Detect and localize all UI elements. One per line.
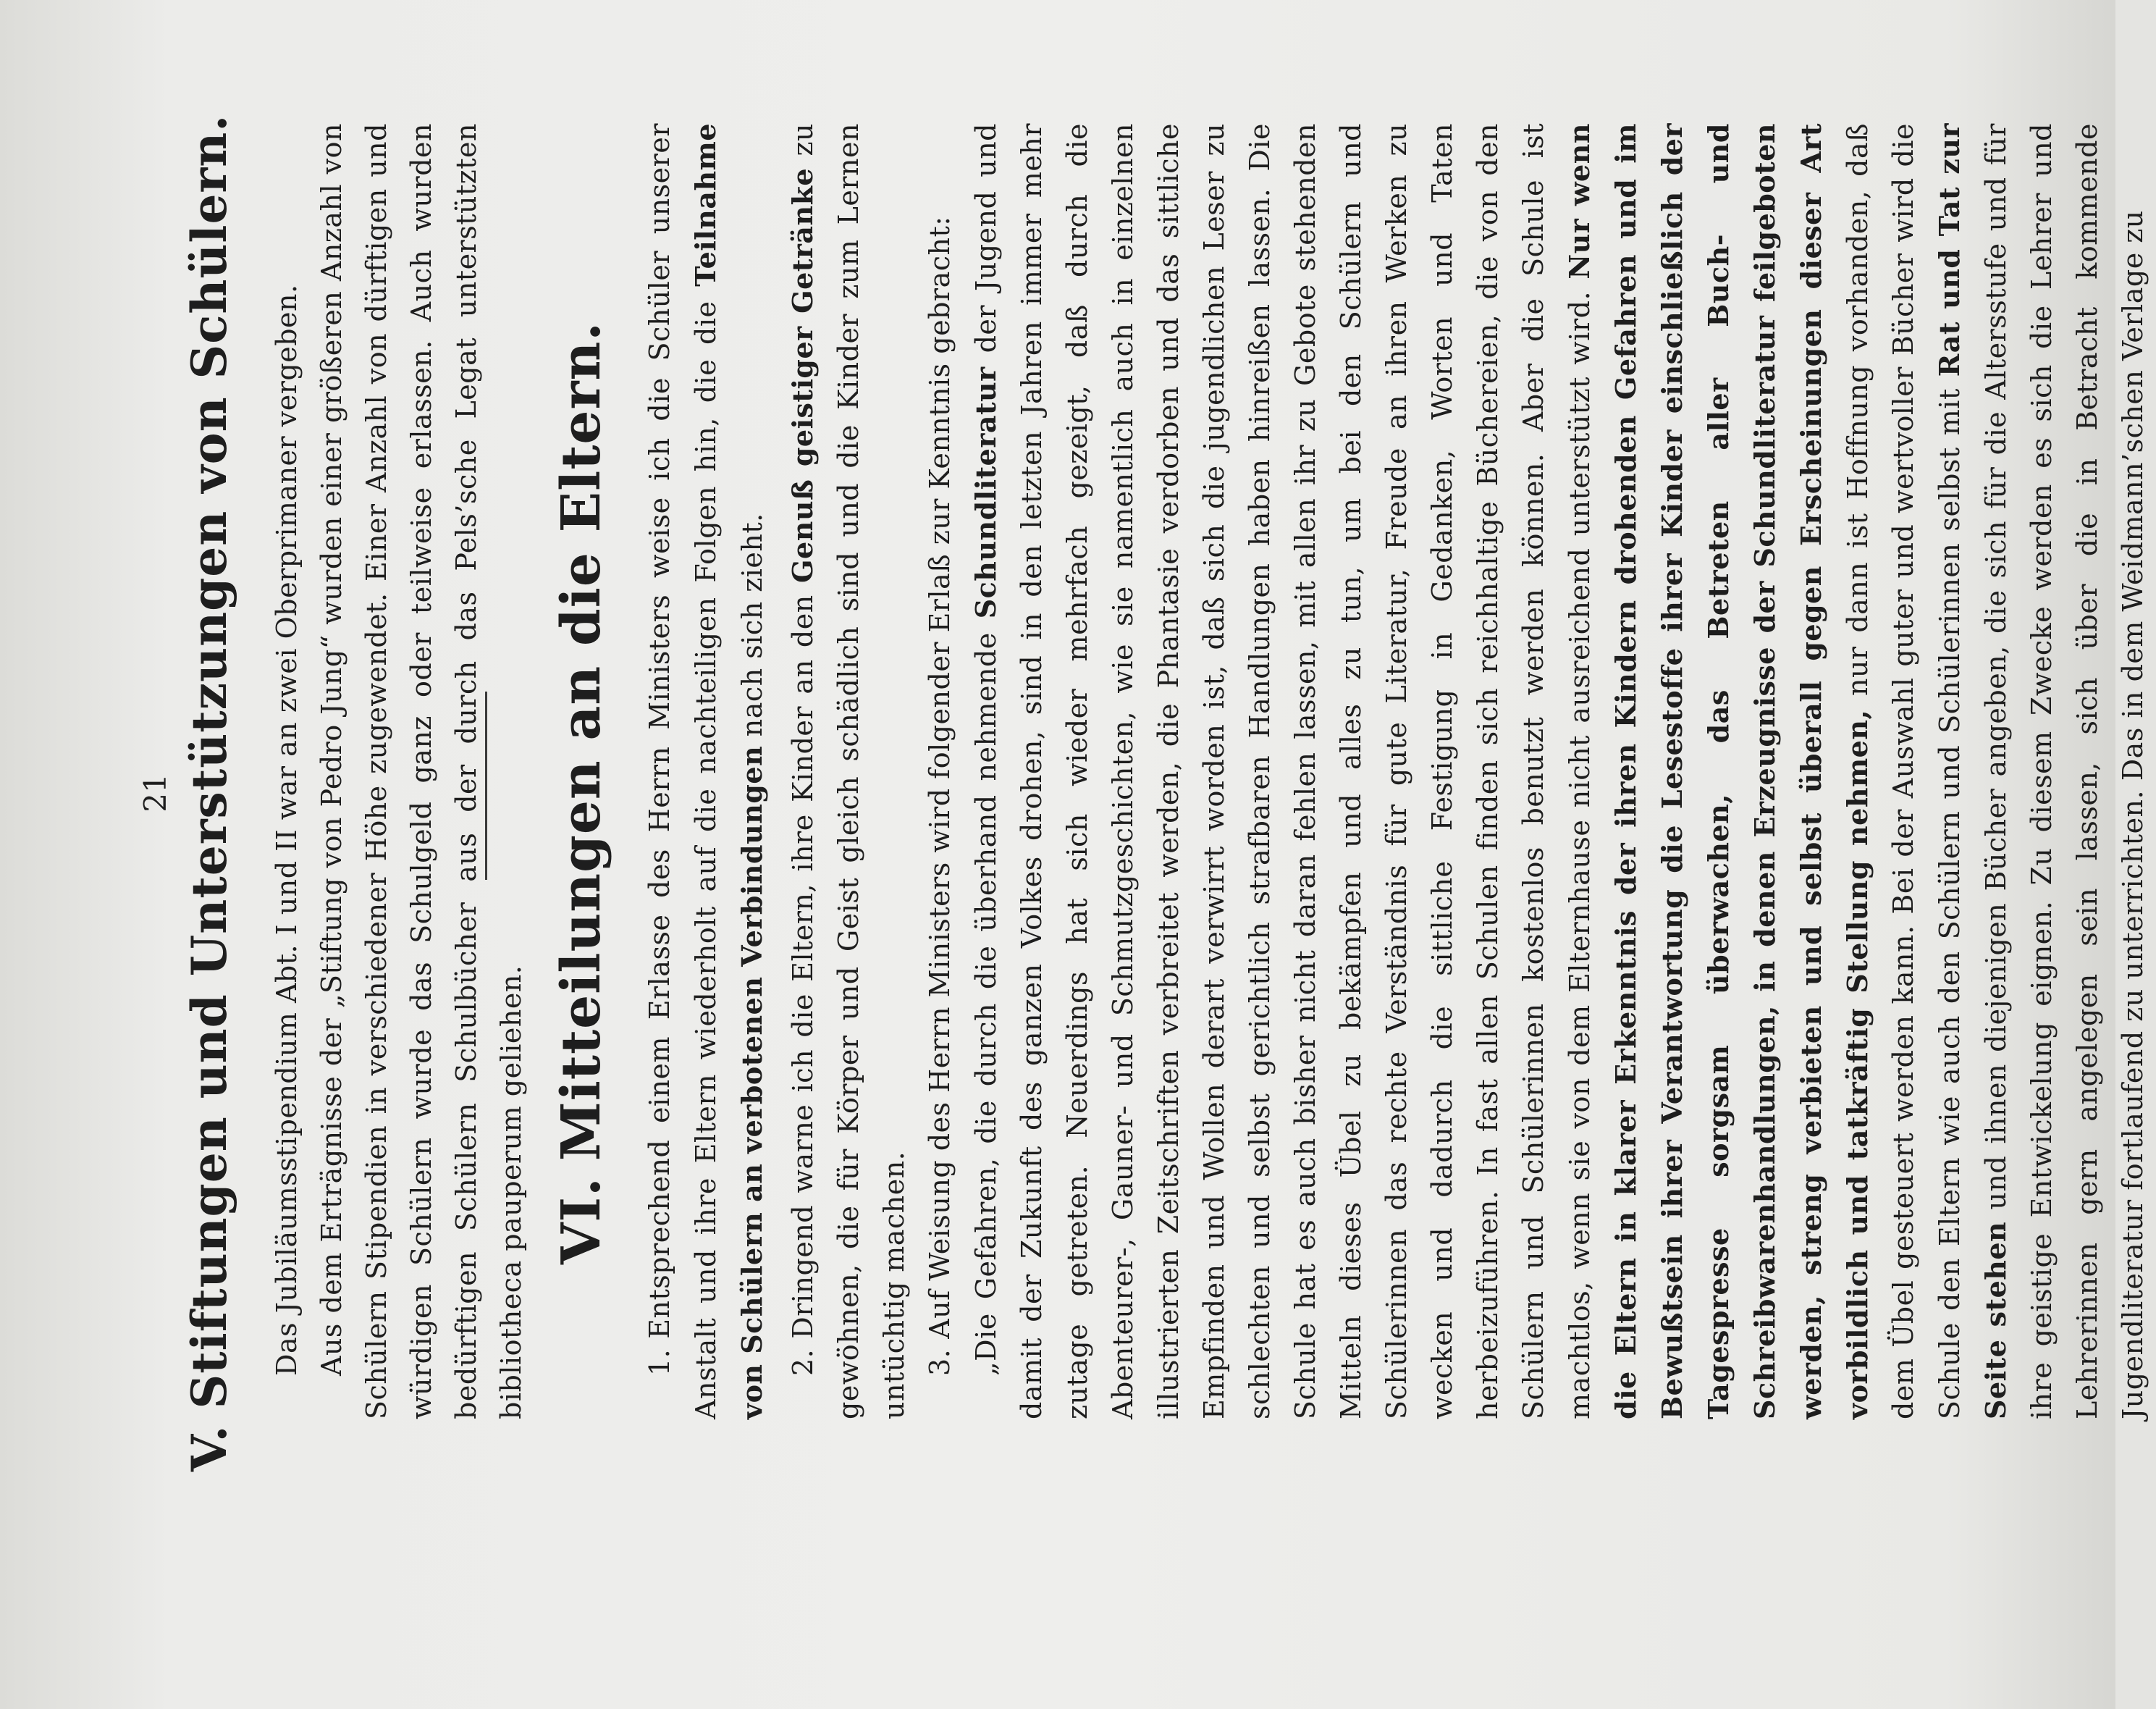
item-1-text: Entsprechend einem Erlasse des Herrn Ministers weise ich die Schüler unserer Anstalt und ihre Eltern wiederholt auf die nachteiligen Folgen hin, die die <box>644 123 722 1419</box>
quote-emphasis-1: Schundliteratur <box>969 366 1002 619</box>
quote-part-d: nur dann ist Hoffnung vorhanden, daß dem Übel gesteuert werden kann. Bei der Auswahl guter und wertvoller Bücher wird die Schule den Eltern wie auch den Schülern und Schülerinnen selbst mit <box>1842 123 1966 1419</box>
item-2-paragraph <box>780 123 917 1419</box>
section-vi-heading <box>550 87 612 1499</box>
item-3-paragraph <box>917 123 963 1419</box>
item-2-number: 2. <box>787 1348 819 1376</box>
rotated-page-content <box>138 87 2149 1499</box>
section-divider <box>485 692 487 880</box>
section-vi-numeral: VI. <box>550 1177 612 1265</box>
section-v-body <box>264 123 534 1419</box>
section-v-paragraph-2: Aus dem Erträgnisse der „Stiftung von Pedro Jung“ wurden einer größeren Anzahl von Schülern Stipendien in verschiedener Höhe zugewendet. Einer Anzahl von dürftigen und würdigen Schülern wurde das Schulgeld ganz oder teilweise erlassen. Auch wurden bedürftigen Schülern Schulbücher aus der durch das Pels’sche Legat unterstützten bibliotheca pauperum geliehen. <box>316 123 527 1419</box>
quote-emphasis-2: Nur wenn die Eltern in klarer Erkenntnis der ihren Kindern drohenden Gefahren und im Bewußtsein ihrer Verantwortung die Lesestoffe ihrer Kinder einschließlich der Tagespresse sorgsam überwachen, das Betreten aller Buch- und Schreibwarenhandlungen, in denen Erzeugnisse der Schundliteratur feilgeboten werden, streng verbieten und selbst überall gegen Erscheinungen dieser Art vorbildlich und tatkräftig Stellung nehmen, <box>1563 123 1874 1419</box>
quote-part-a: „Die Gefahren, die durch die überhand nehmende <box>970 632 1002 1376</box>
quote-part-c: der Jugend und damit der Zukunft des ganzen Volkes drohen, sind in den letzten Jahren immer mehr zutage getreten. Neuerdings hat sich wieder mehrfach gezeigt, daß durch die Abenteurer-, Gauner- und Schmutzgeschichten, wie sie namentlich auch in einzelnen illustrierten Zeitschriften verbreitet werden, die Phantasie verdorben und das sittliche Empfinden und Wollen derart verwirrt worden ist, daß sich die jugendlichen Leser zu schlechten und selbst gerichtlich strafbaren Handlungen haben hinreißen lassen. Die Schule hat es auch bisher nicht daran fehlen lassen, mit allen ihr zu Gebote stehenden Mitteln dieses Übel zu bekämpfen und alles zu tun, um bei den Schülern und Schülerinnen das rechte Verständnis für gute Literatur, Freude an ihren Werken zu wecken und dadurch die sittliche Festigung in Gedanken, Worten und Taten herbeizuführen. In fast allen Schulen finden sich reichhaltige Büchereien, die von den Schülern und Schülerinnen kostenlos benutzt werden können. Aber die Schule ist machtlos, wenn sie von dem Elternhause nicht ausreichend unterstützt wird. <box>970 123 1596 1419</box>
section-vi-body <box>637 123 2156 1419</box>
item-2-tail: zu gewöhnen, die für Körper und Geist gleich schädlich sind und die Kinder zum Lernen untüchtig machen. <box>787 123 910 1419</box>
item-1-number: 1. <box>644 1348 675 1376</box>
quote-emphasis-3: Rat und Tat zur Seite stehen <box>1933 123 2012 1419</box>
item-2-text: Dringend warne ich die Eltern, ihre Kinder an den <box>787 595 819 1339</box>
section-v-paragraph-1: Das Jubiläumsstipendium Abt. I und II war an zwei Oberprimaner vergeben. <box>271 284 303 1376</box>
quote-paragraph <box>963 123 2156 1419</box>
section-v-title: Stiftungen und Unterstützungen von Schülern. <box>181 114 237 1409</box>
item-1-emphasis: Teilnahme von Schülern an verbotenen Verbindungen <box>689 123 768 1419</box>
item-1-paragraph <box>637 123 775 1419</box>
section-v-numeral: V. <box>181 1424 237 1472</box>
page-number: 21 <box>138 773 173 812</box>
quote-part-e: und ihnen diejenigen Bücher angeben, die sich für die Altersstufe und für ihre geistige Entwickelung eignen. Zu diesem Zwecke werden es sich die Lehrer und Lehrerinnen gern angelegen sein lassen, sich über die in Betracht kommende Jugendliteratur fortlaufend zu unterrichten. Das in dem Weidmann’schen Verlage zu <box>1980 123 2149 1419</box>
section-v-heading <box>181 87 237 1499</box>
item-3-number: 3. <box>924 1348 956 1376</box>
item-2-emphasis: Genuß geistiger Getränke <box>786 167 819 583</box>
item-3-text: Auf Weisung des Herrn Ministers wird folgender Erlaß zur Kenntnis gebracht: <box>924 216 956 1339</box>
item-1-tail: nach sich zieht. <box>736 513 768 737</box>
section-vi-title: Mitteilungen an die Eltern. <box>550 321 612 1162</box>
